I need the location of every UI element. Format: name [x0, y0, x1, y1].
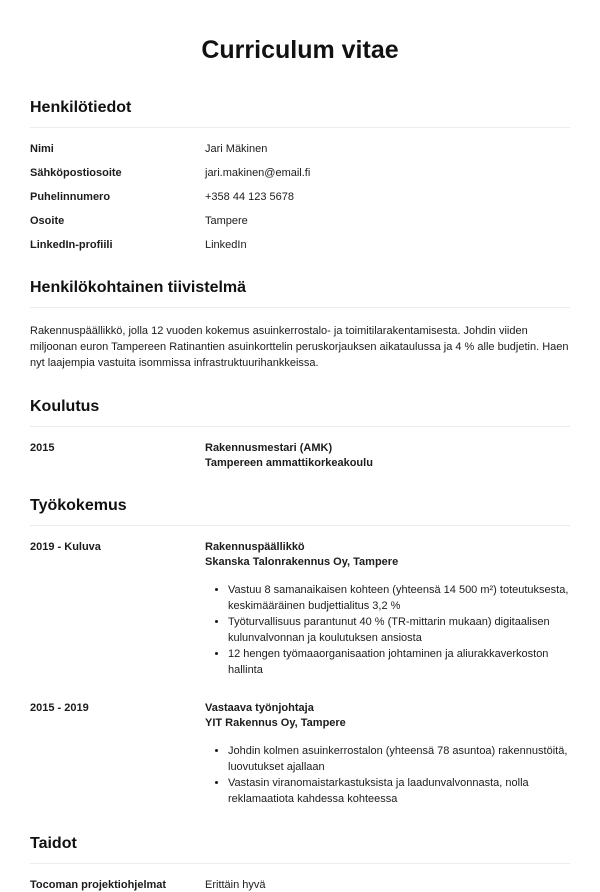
skill-label: Tocoman projektiohjelmat — [30, 879, 167, 891]
info-label: Nimi — [30, 143, 54, 155]
linkedin-link[interactable]: LinkedIn — [205, 239, 247, 251]
summary-paragraph: Rakennuspäällikkö, jolla 12 vuoden kokemus asuinkerrostalo- ja toimitilarakentamisesta. Johdin viiden miljoonan euron Tampereen Ratinantien asuinkorttelin peruskorjauksen aikataulussa ja 4 % alle budjetin. Haen nyt laajempia vastuita isommissa infrastruktuurihankkeissa. — [30, 325, 569, 369]
info-label: Osoite — [30, 215, 65, 227]
info-row-address — [30, 215, 570, 228]
section-experience — [30, 497, 570, 808]
info-row-phone — [30, 191, 570, 204]
entry-subtitle: Skanska Talonrakennus Oy, Tampere — [205, 555, 399, 568]
entry-bullet-list — [205, 583, 570, 678]
bullet-item: • Työturvallisuus parantunut 40 % (TR-mittarin mukaan) digitaalisen kulunvalvonnan ja koulutuksen ansiosta — [228, 615, 570, 646]
section-personal — [30, 99, 570, 252]
bullet-item: • Johdin kolmen asuinkerrostalon (yhteensä 78 asuntoa) rakennustöitä, luovutukset ajallaan — [228, 744, 570, 775]
info-value: jari.makinen@email.fi — [205, 167, 311, 179]
entry-subtitle: Tampereen ammattikorkeakoulu — [205, 456, 373, 469]
skill-row — [30, 879, 570, 892]
entry-bullet-list — [205, 744, 570, 807]
experience-entry — [30, 701, 570, 808]
bullet-item: • Vastuu 8 samanaikaisen kohteen (yhteensä 14 500 m²) toteutuksesta, keskimääräinen budjettialitus 3,2 % — [228, 583, 570, 614]
entry-body — [205, 540, 570, 679]
info-label: LinkedIn-profiili — [30, 239, 113, 251]
entry-title: Rakennuspäällikkö — [205, 541, 305, 553]
section-summary — [30, 279, 570, 371]
entry-body — [205, 441, 570, 470]
info-value: +358 44 123 5678 — [205, 191, 295, 203]
info-row-name — [30, 143, 570, 156]
info-row-linkedin — [30, 239, 570, 252]
entry-subtitle: YIT Rakennus Oy, Tampere — [205, 716, 346, 729]
info-value: Jari Mäkinen — [205, 143, 268, 155]
education-entry — [30, 441, 570, 470]
info-label: Sähköpostiosoite — [30, 167, 122, 179]
entry-period: 2015 — [30, 442, 55, 454]
info-row-email — [30, 167, 570, 180]
section-skills — [30, 835, 570, 892]
experience-entry — [30, 540, 570, 679]
section-heading-experience: Työkokemus — [30, 497, 570, 526]
bullet-item: • 12 hengen työmaaorganisaation johtaminen ja aliurakkaverkoston hallinta — [228, 647, 570, 678]
info-value: Tampere — [205, 215, 248, 227]
page-title: Curriculum vitae — [201, 36, 399, 64]
section-education — [30, 398, 570, 470]
entry-title: Vastaava työnjohtaja — [205, 702, 314, 714]
section-heading-summary: Henkilökohtainen tiivistelmä — [30, 279, 570, 308]
info-label: Puhelinnumero — [30, 191, 111, 203]
entry-period: 2019 - Kuluva — [30, 541, 101, 553]
section-heading-education: Koulutus — [30, 398, 570, 427]
entry-period: 2015 - 2019 — [30, 702, 89, 714]
entry-body — [205, 701, 570, 808]
personal-rows — [30, 143, 570, 252]
bullet-item: • Vastasin viranomaistarkastuksista ja laadunvalvonnasta, nolla reklamaatiota kahdessa kohteessa — [228, 776, 570, 807]
section-heading-skills: Taidot — [30, 835, 570, 864]
section-heading-personal: Henkilötiedot — [30, 99, 570, 128]
skills-rows — [30, 879, 570, 892]
entry-title: Rakennusmestari (AMK) — [205, 442, 333, 454]
skill-level: Erittäin hyvä — [205, 879, 266, 891]
